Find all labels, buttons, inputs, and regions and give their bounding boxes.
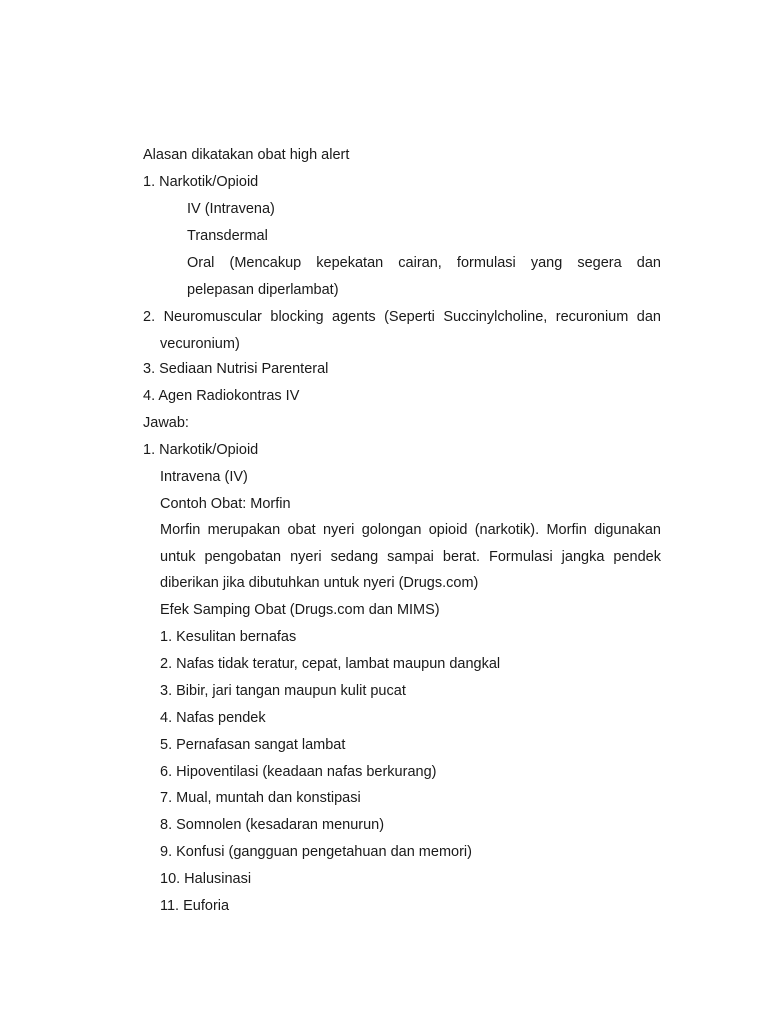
reason-item-3: 3. Sediaan Nutrisi Parenteral (143, 361, 329, 377)
answer-label: Jawab: (143, 415, 189, 431)
answer-desc-line1: Morfin merupakan obat nyeri golongan opioid (narkotik). Morfin digunakan (160, 522, 661, 538)
side-effect-item: 8. Somnolen (kesadaran menurun) (160, 817, 385, 833)
answer-desc-line3: diberikan jika dibutuhkan untuk nyeri (Drugs.com) (160, 575, 479, 591)
reason-item-1: 1. Narkotik/Opioid (143, 174, 259, 190)
answer-example: Contoh Obat: Morfin (160, 496, 291, 512)
side-effect-item: 9. Konfusi (gangguan pengetahuan dan memori) (160, 844, 472, 860)
document-heading: Alasan dikatakan obat high alert (143, 147, 350, 163)
side-effect-item: 3. Bibir, jari tangan maupun kulit pucat (160, 683, 406, 699)
side-effect-item: 4. Nafas pendek (160, 710, 266, 726)
reason-1-sub-iv: IV (Intravena) (187, 201, 275, 217)
side-effect-item: 6. Hipoventilasi (keadaan nafas berkurang) (160, 764, 437, 780)
reason-item-4: 4. Agen Radiokontras IV (143, 388, 300, 404)
side-effect-item: 2. Nafas tidak teratur, cepat, lambat maupun dangkal (160, 656, 501, 672)
answer-item-1: 1. Narkotik/Opioid (143, 442, 259, 458)
reason-1-sub-oral-line1: Oral (Mencakup kepekatan cairan, formulasi yang segera dan (187, 255, 661, 271)
side-effect-item: 11. Euforia (160, 898, 230, 914)
side-effects-title: Efek Samping Obat (Drugs.com dan MIMS) (160, 602, 440, 618)
answer-desc-line2: untuk pengobatan nyeri sedang sampai berat. Formulasi jangka pendek (160, 549, 661, 565)
reason-item-2-line1: 2. Neuromuscular blocking agents (Seperti Succinylcholine, recuronium dan (143, 309, 661, 325)
side-effect-item: 1. Kesulitan bernafas (160, 629, 297, 645)
side-effect-item: 7. Mual, muntah dan konstipasi (160, 790, 361, 806)
side-effect-item: 10. Halusinasi (160, 871, 252, 887)
reason-1-sub-oral-line2: pelepasan diperlambat) (187, 282, 339, 298)
reason-item-2-line2: vecuronium) (160, 336, 240, 352)
reason-1-sub-transdermal: Transdermal (187, 228, 268, 244)
side-effect-item: 5. Pernafasan sangat lambat (160, 737, 346, 753)
answer-route: Intravena (IV) (160, 469, 248, 485)
